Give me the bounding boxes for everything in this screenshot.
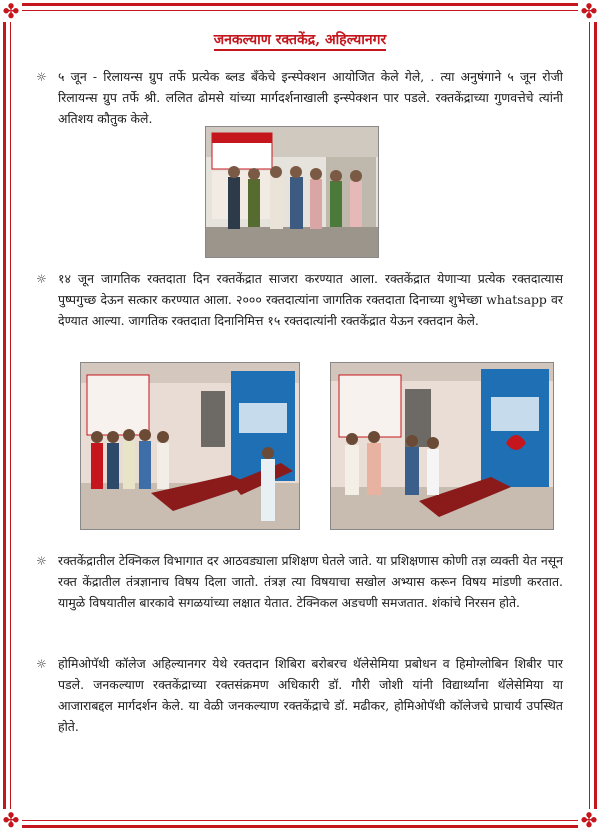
- corner-ornament-icon: ✤: [0, 809, 22, 831]
- page-title-text: जनकल्याण रक्तकेंद्र, अहिल्यानगर: [214, 32, 386, 51]
- section-text: होमिओपॅथी कॉलेज अहिल्यानगर येथे रक्तदान शिबिरा बरोबरच थॅलेसेमिया प्रबोधन व हिमोग्लोबिन शिबीर पार पडले. जनकल्याण रक्तकेंद्राच्या रक्तसंक्रमण अधिकारी डॉ. गौरी जोशी यांनी विद्यार्थ्यांना थॅलेसेमिया या आजाराबद्दल मार्गदर्शन केले. या वेळी जनकल्याण रक्तकेंद्राचे डॉ. मढीकर, होमिओपॅथी कॉलेजचे प्राचार्य उपस्थित होते.: [58, 656, 563, 734]
- section-inspection: [36, 66, 563, 129]
- section-technical-training: [36, 550, 563, 613]
- section-homeopathy-camp: [36, 653, 563, 737]
- bullet-sun-icon: ☼: [36, 272, 47, 286]
- corner-ornament-icon: ✤: [0, 0, 22, 22]
- corner-ornament-icon: ✤: [578, 0, 600, 22]
- photo-donor-day-left: [80, 362, 300, 530]
- section-text: रक्तकेंद्रातील टेक्निकल विभागात दर आठवड्याला प्रशिक्षण घेतले जाते. या प्रशिक्षणास कोणी तज्ञ व्यक्ती येत नसून रक्त केंद्रातील तंत्रज्ञानाच विषय दिला जातो. तंत्रज्ञ त्या विषयाचा सखोल अभ्यास करून विषय मांडणी करतात. यामुळे विषयातील बारकावे सगळयांच्या लक्षात येतात. टेक्निकल अडचणी समजतात. शंकांचे निरसन होते.: [58, 553, 563, 610]
- corner-ornament-icon: ✤: [578, 809, 600, 831]
- page-title: [0, 30, 600, 49]
- section-world-donor-day: [36, 268, 563, 331]
- photo-donor-day-right: [330, 362, 554, 530]
- bullet-sun-icon: ☼: [36, 554, 47, 568]
- section-text: १४ जून जागतिक रक्तदाता दिन रक्तकेंद्रात साजरा करण्यात आला. रक्तकेंद्रात येणाऱ्या प्रत्येक रक्तदात्यास पुष्पगुच्छ देऊन सत्कार करण्यात आला. २००० रक्तदात्यांना जागतिक रक्तदाता दिनाच्या शुभेच्छा whatsapp वर देण्यात आल्या. जागतिक रक्तदाता दिनानिमित्त १५ रक्तदात्यांनी रक्तकेंद्रात येऊन रक्तदान केले.: [58, 271, 563, 328]
- bullet-sun-icon: ☼: [36, 70, 47, 84]
- bullet-sun-icon: ☼: [36, 657, 47, 671]
- photo-inspection: [205, 126, 379, 258]
- section-text: ५ जून - रिलायन्स ग्रुप तर्फे प्रत्येक ब्लड बँकेचे इन्स्पेक्शन आयोजित केले गेले, . त्या अनुषंगाने ५ जून रोजी रिलायन्स ग्रुप तर्फे श्री. ललित ढोमसे यांच्या मार्गदर्शनाखाली इन्स्पेक्शन पार पडले. रक्तकेंद्राच्या गुणवत्तेचे त्यांनी अतिशय कौतुक केले.: [58, 69, 563, 126]
